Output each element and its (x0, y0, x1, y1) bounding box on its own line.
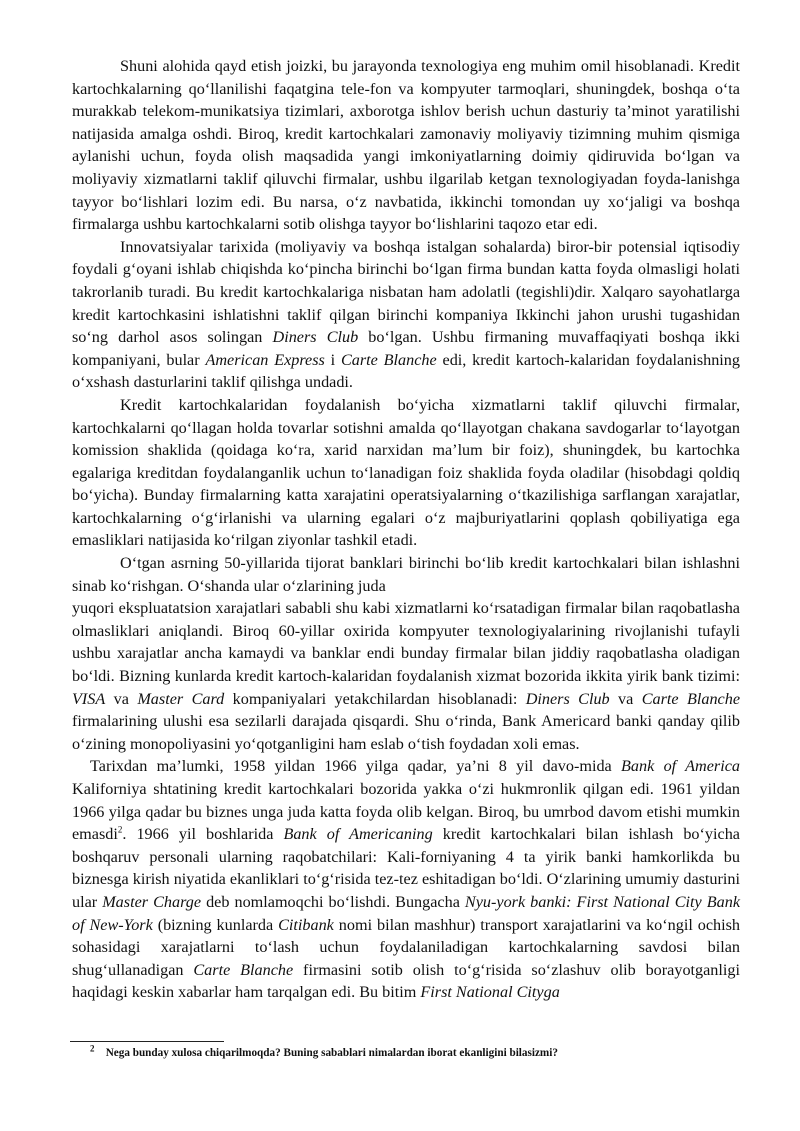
text-run: . 1966 yil boshlarida (122, 825, 284, 844)
document-page (72, 55, 740, 1004)
paragraph-3 (72, 394, 740, 552)
paragraph-1 (72, 55, 740, 236)
paragraph-4 (72, 552, 740, 597)
text-run: Shuni alohida qayd etish joizki, bu jarayonda texnologiya eng muhim omil hisoblanadi. Kredit kartochkalarning qo‘llanilishi faqatgina tele-fon va kompyuter tarmoqlari, shuningdek, boshqa o‘ta murakkab telekom-munikatsiya tizimlari, axborotga ishlov berish uchun dasturiy ta’minot yaratilishi natijasida amalga oshdi. Biroq, kredit kartochkalari zamonaviy moliyaviy tizimning muhim qismiga aylanishi uchun, foyda olish maqsadida yangi imkoniyatlarning doimiy qidiruvida bo‘lgan va moliyaviy xizmatlarni taklif qiluvchi firmalar, ushbu ilgarilab ketgan texnologiyadan foyda-lanishga tayyor bo‘lishlari lozim edi. Bu narsa, o‘z navbatida, ikkinchi tomondan uy xo‘jaligi va boshqa firmalarga ushbu kartochkalarni sotib olishga tayyor bo‘lishlarini taqozo etar edi. (72, 57, 740, 234)
text-run: bo‘lgan. Ushbu firmaning muvaffaqiyati boshqa ikki kompaniyani, bular (72, 328, 740, 369)
italic-term: First National Cityga (420, 983, 560, 1002)
italic-term: Diners Club (525, 689, 610, 708)
italic-term: Carte Blanche (340, 350, 437, 369)
text-run: va (609, 689, 642, 708)
paragraph-6 (72, 755, 740, 1004)
italic-term: American Express (205, 350, 325, 369)
footnote-marker: 2 (90, 1043, 95, 1054)
text-run: firmasini sotib olish to‘g‘risida so‘zlashuv olib borayotganligi haqidagi keskin xabarlar ham tarqalgan edi. Bu bitim (72, 960, 740, 1002)
text-run: nomi bilan mashhur) transport xarajatlarini va ko‘ngil ochish sohasidagi xarajatlarni to‘lash uchun foydalaniladigan kartochkalarning savdosi bilan shug‘ullanadigan (72, 915, 741, 979)
italic-term: Diners Club (272, 328, 359, 347)
footnote-text: Nega bunday xulosa chiqarilmoqda? Buning sabablari nimalardan iborat ekanligini bilasizmi? (105, 1047, 558, 1059)
text-run: (bizning kunlarda (152, 915, 279, 934)
text-run: va (105, 689, 138, 708)
italic-term: Carte Blanche (193, 960, 294, 979)
text-run: yuqori ekspluatatsion xarajatlari sababli shu kabi xizmatlarni ko‘rsatadigan firmalar bilan raqobatlasha olmasliklari aniqlandi. Biroq 60-yillar oxirida kompyuter texnologiyalarining rivojlanishi tufayli ushbu xarajatlar ancha kamaydi va banklar endi bunday firmalar bilan jiddiy raqobatlasha oladigan bo‘ldi. Bizning kunlarda kredit kartoch-kalaridan foydalanish xizmat bozorida ikkita yirik bank tizimi: (72, 599, 740, 686)
paragraph-2 (72, 236, 740, 394)
text-run: Kaliforniya shtatining kredit kartochkalari bozorida yakka o‘zi hukmronlik qilgan edi. 1961 yildan 1966 yilga qadar bu biznes unga juda katta foyda olib kelgan. Biroq, bu umrbod davom etishi mumkin emasdi (72, 780, 740, 844)
text-run: Kredit kartochkalaridan foydalanish bo‘yicha xizmatlarni taklif qiluvchi firmalar, kartochkalarni qo‘llagan holda tovarlar sotishni amalda qo‘llayotgan chakana savdogarlar to‘layotgan komission shaklida (qoidaga ko‘ra, xarid narxidan ma’lum bir foiz), shuningdek, bu kartochka egalariga kreditdan foydalanganlik uchun to‘lanadigan foiz shaklida foyda oladilar (hisobdagi qoldiq bo‘yicha). Bunday firmalarning katta xarajatini operatsiyalarning o‘tkazilishiga sarflangan xarajatlar, kartochkalarning o‘g‘irlanishi va ularning egalari o‘z majburiyatlarini qoplash qobiliyatiga ega emasliklari natijasida ko‘rilgan ziyonlar tashkil etadi. (72, 395, 740, 550)
text-run: kompaniyalari yetakchilardan hisoblanadi: (224, 689, 526, 708)
footnote (90, 1043, 730, 1060)
italic-term: Bank of America (621, 757, 741, 776)
footnote-reference: 2 (117, 824, 123, 835)
text-run: firmalarining ulushi esa sezilarli darajada qisqardi. Shu o‘rinda, Bank Americard banki qanday qilib o‘zining monopoliyasini yo‘qotganligini ham eslab o‘tish foydadan xoli emas. (72, 712, 740, 753)
text-run: Innovatsiyalar tarixida (moliyaviy va boshqa istalgan sohalarda) biror-bir potensial iqtisodiy foydali g‘oyani ishlab chiqishda ko‘pincha birinchi bo‘lgan firma bundan katta foyda olmasligi holati takrorlanib turadi. Bu kredit kartochkalariga nisbatan ham adolatli (tegishli)dir. Xalqaro sayohatlarga kredit kartochkasini ishlatishni taklif qilgan birinchi kompaniya Ikkinchi jahon urushi tugashidan so‘ng darhol asos solingan (72, 237, 740, 347)
text-run: i (324, 350, 341, 369)
italic-term: Bank of Americaning (283, 825, 433, 844)
italic-term: Master Card (137, 689, 225, 708)
italic-term: Citibank (278, 915, 334, 934)
italic-term: VISA (72, 689, 106, 708)
text-run: Tarixdan ma’lumki, 1958 yildan 1966 yilga qadar, ya’ni 8 yil davo-mida (90, 757, 622, 776)
text-run: kredit kartochkalari bilan ishlash bo‘yicha boshqaruv personali ularning raqobatchilari: Kali-forniyaning 4 ta yirik banki hamkorlikda bu biznesga kirish niyatida ekanliklari to‘g‘risida tez-tez eshitadigan bo‘ldi. O‘zlarining umumiy dasturini ular (72, 825, 740, 911)
text-run: edi, kredit kartoch-kalaridan foydalanishning o‘xshash dasturlarini taklif qilishga undadi. (72, 350, 740, 392)
text-run: deb nomlamoqchi bo‘lishdi. Bungacha (201, 892, 465, 911)
italic-term: Nyu-york banki: First National City Bank of New-York (72, 892, 741, 934)
italic-term: Master Charge (102, 892, 202, 911)
italic-term: Carte Blanche (641, 689, 741, 708)
paragraph-5 (72, 597, 740, 755)
footnote-divider (70, 1041, 224, 1042)
text-run: O‘tgan asrning 50-yillarida tijorat banklari birinchi bo‘lib kredit kartochkalari bilan ishlashni sinab ko‘rishgan. O‘shanda ular o‘zlarining juda (72, 554, 740, 595)
